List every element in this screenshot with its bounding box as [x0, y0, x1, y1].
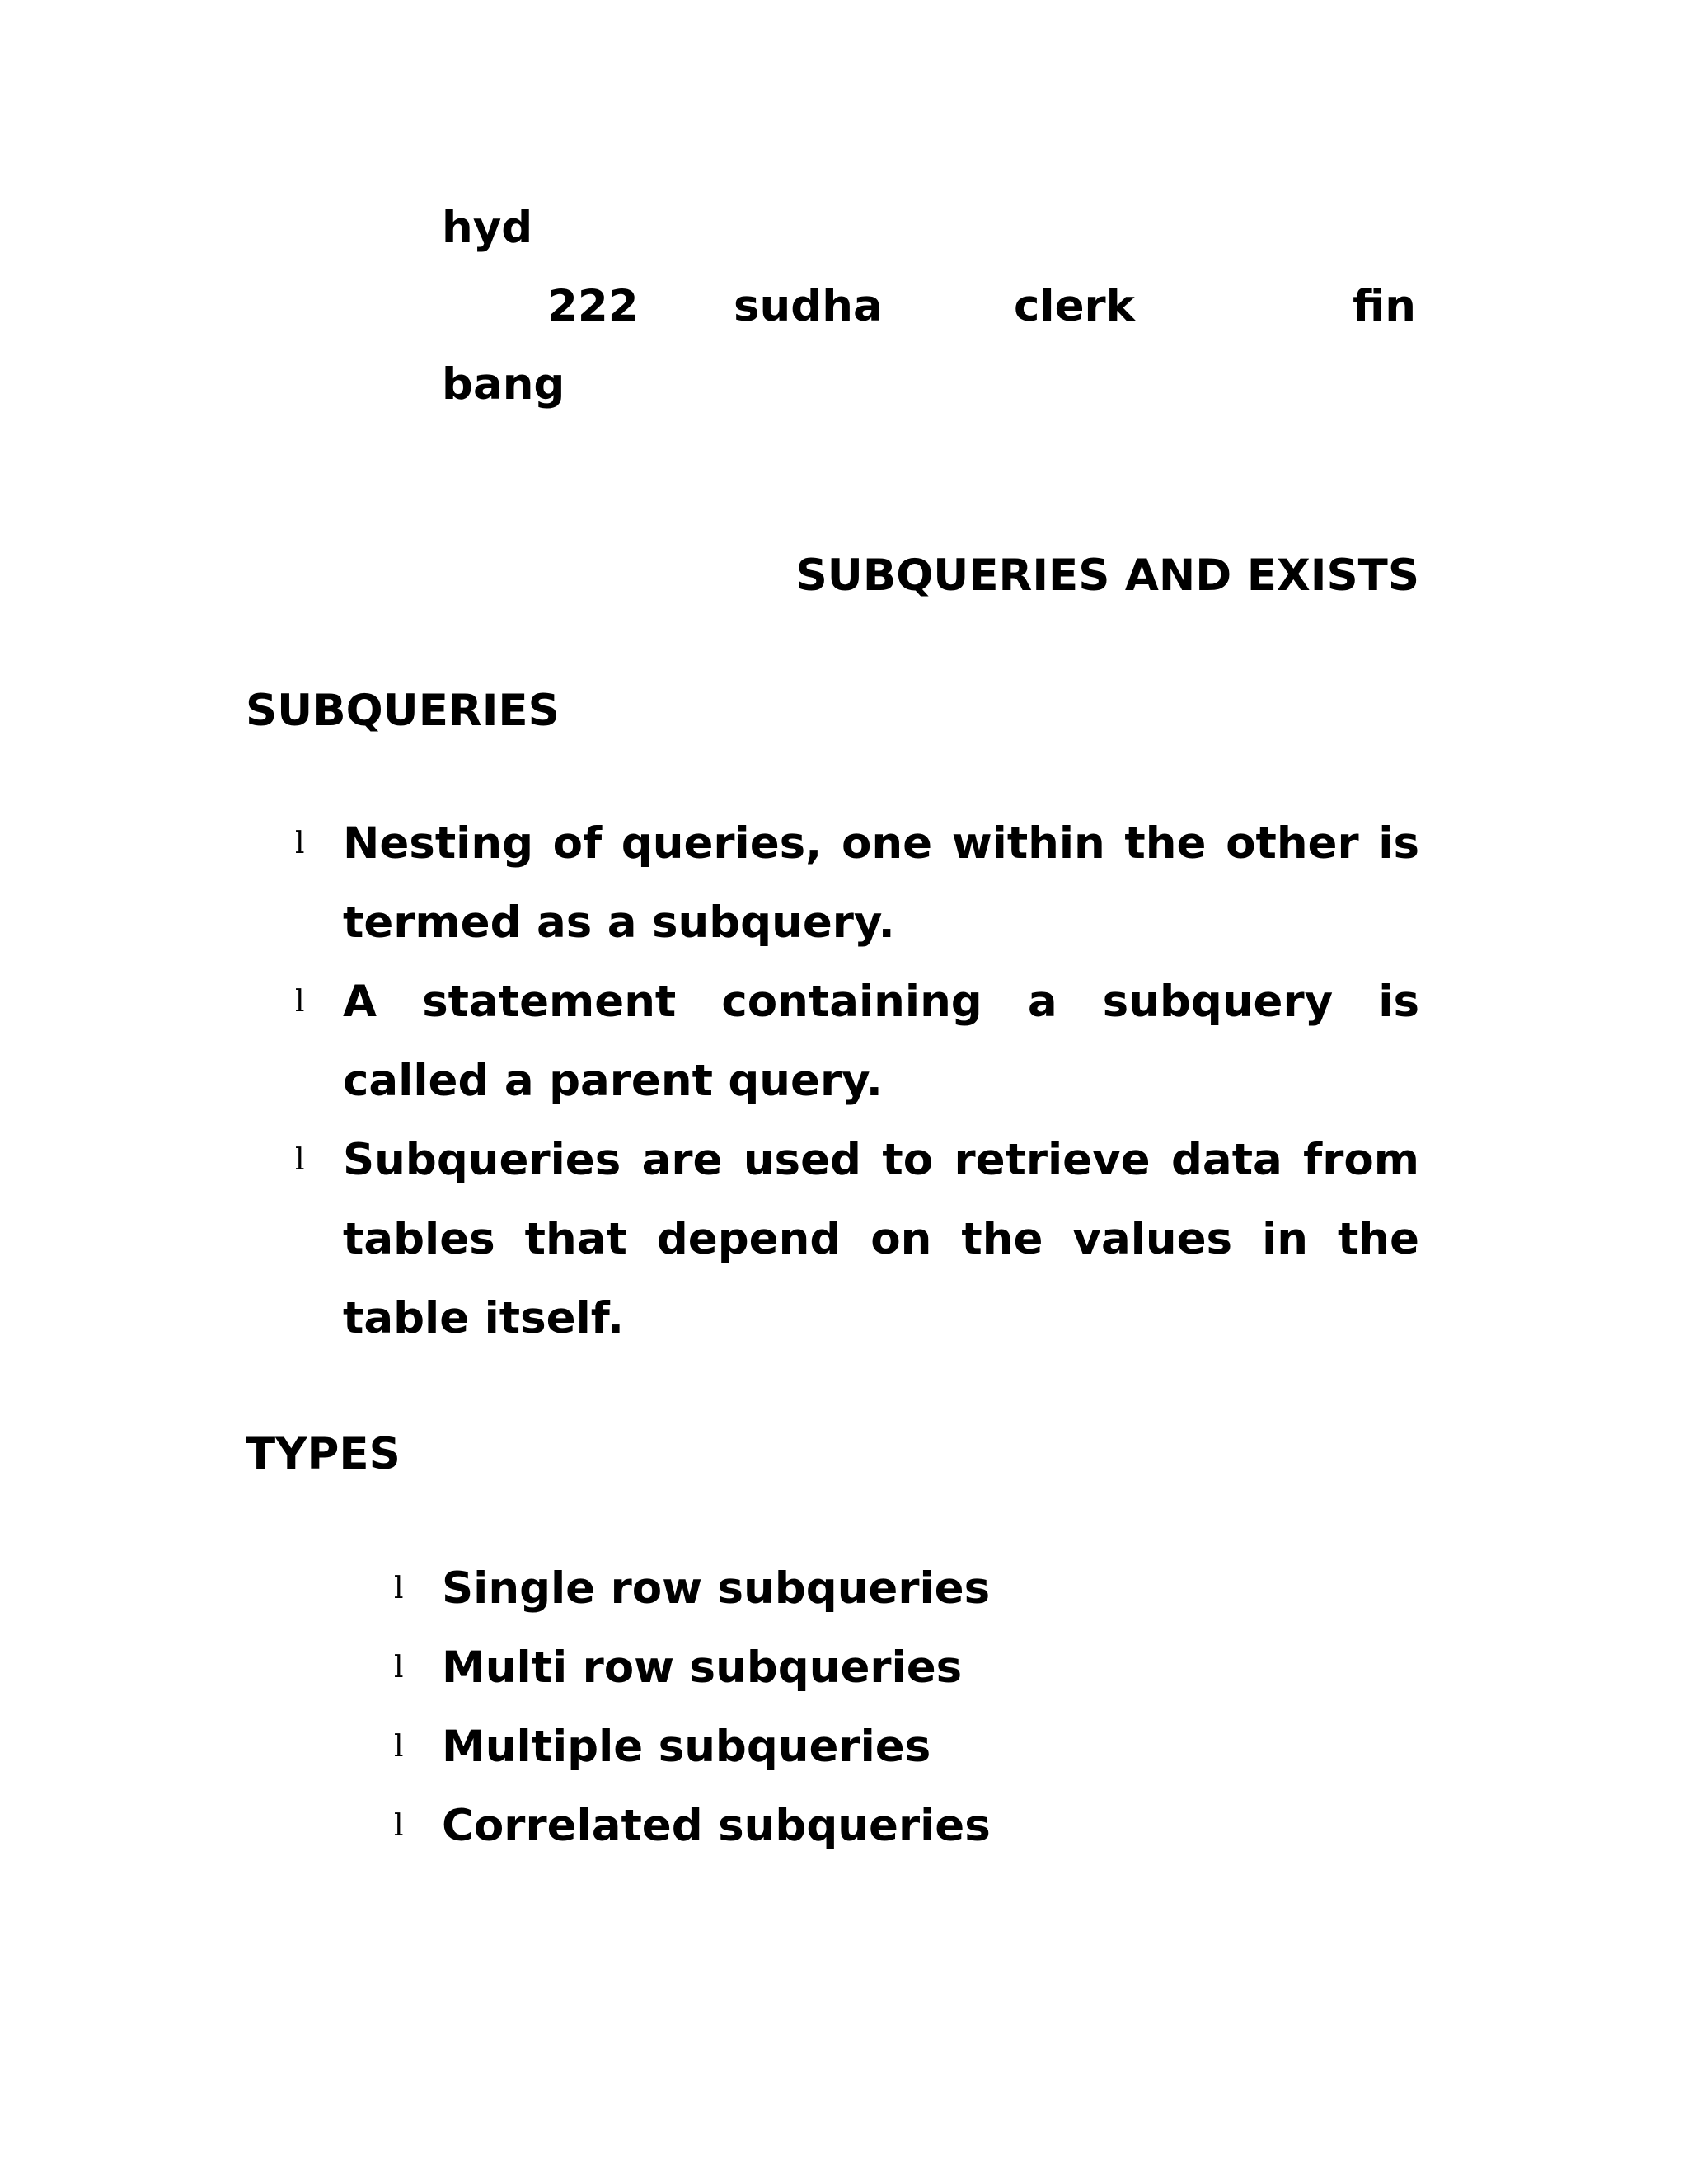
list-item-text: Correlated subqueries: [442, 1801, 991, 1851]
bullet-icon: l: [394, 1572, 404, 1605]
types-bullet-list: [394, 1549, 991, 1866]
bullet-icon: l: [394, 1651, 404, 1685]
list-item: [295, 804, 1419, 963]
list-item-text: Multi row subqueries: [442, 1643, 963, 1693]
table-cell-city: bang: [442, 359, 565, 410]
list-item-text: Subqueries are used to retrieve data from tables that depend on the values in the table itself.: [343, 1135, 1419, 1343]
list-item: [394, 1629, 991, 1708]
bullet-icon: l: [394, 1809, 404, 1843]
table-cell-dept: fin: [1353, 281, 1417, 331]
list-item: [394, 1549, 991, 1629]
list-item-text: Nesting of queries, one within the other is termed as a subquery.: [343, 818, 1419, 948]
list-item: [295, 1121, 1419, 1358]
list-item: [394, 1708, 991, 1787]
list-item: [394, 1787, 991, 1866]
section-heading-types: TYPES: [246, 1429, 401, 1479]
list-item-text: A statement containing a subquery is called a parent query.: [343, 977, 1419, 1106]
list-item-text: Multiple subqueries: [442, 1722, 931, 1772]
page-title: SUBQUERIES AND EXISTS: [795, 551, 1419, 601]
bullet-icon: l: [295, 1143, 305, 1177]
bullet-icon: l: [295, 827, 305, 860]
table-cell-id: 222: [547, 281, 639, 331]
bullet-icon: l: [295, 985, 305, 1019]
list-item: [295, 963, 1419, 1121]
section-heading-subqueries: SUBQUERIES: [246, 686, 560, 736]
bullet-icon: l: [394, 1730, 404, 1764]
table-cell-job: clerk: [1014, 281, 1135, 331]
subqueries-bullet-list: [295, 804, 1419, 1358]
table-cell-prev-city: hyd: [442, 203, 533, 253]
table-cell-name: sudha: [734, 281, 883, 331]
list-item-text: Single row subqueries: [442, 1563, 991, 1614]
